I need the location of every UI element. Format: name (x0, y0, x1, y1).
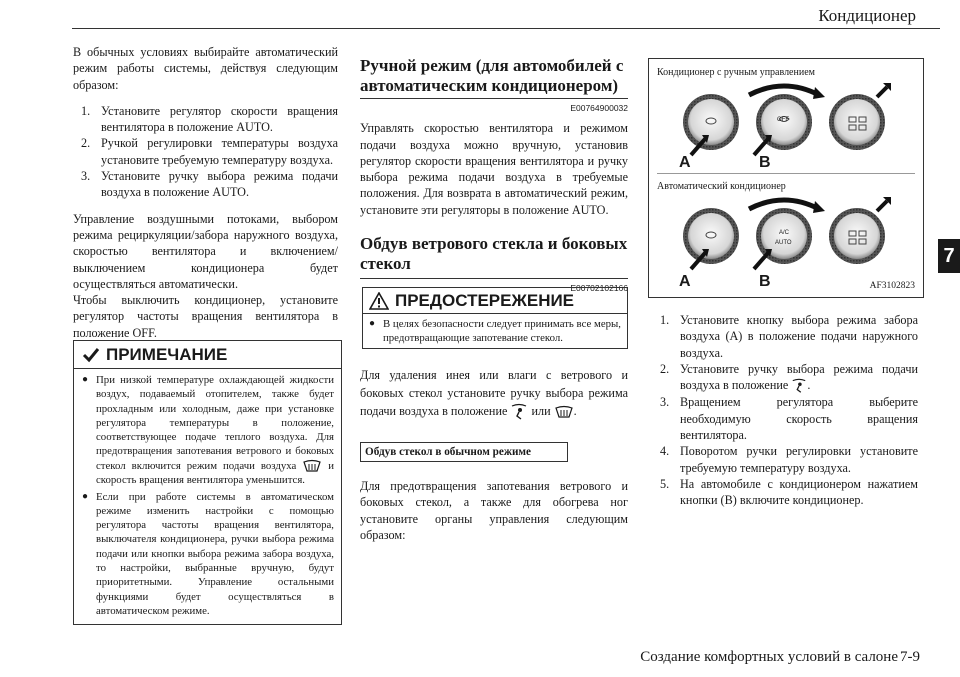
figure-code: AF3102823 (869, 281, 915, 291)
footer-section-title: Создание комфортных условий в салоне (640, 649, 898, 665)
list-item: 3. Вращением регулятора выберите необходимую скорость вращения вентилятора. (660, 395, 918, 442)
warning-header (363, 288, 627, 314)
note-title: ПРИМЕЧАНИЕ (106, 345, 228, 364)
warning-triangle-icon (369, 292, 389, 310)
list-item: 5. На автомобиле с кондиционером нажатием кнопки (B) включите кондиционер. (660, 476, 918, 508)
list-item: 2. Установите ручку выбора режима подачи воздуха в положение . (660, 361, 918, 395)
windshield-foot-icon (510, 403, 528, 421)
column-2 (360, 56, 628, 218)
page-number: 7-9 (900, 649, 920, 665)
note-bullet: ● Если при работе системы в автоматическом режиме изменить настройки с помощью регулятора частоты вращения вентилятора, выключателя кондиционера, ручки выбора режима подачи или кнопки выбора режима забора воздуха, то настройки, выбранные вручную, будут приоритетными. Управление остальными функциями будет осуществляться в автоматическом режиме. (82, 490, 334, 619)
knob-auto-label: AUTO (775, 240, 792, 246)
climate-control-figure (648, 58, 924, 298)
label-b: B (759, 154, 771, 171)
warning-box (362, 287, 628, 349)
auto-knob-temp (683, 208, 739, 264)
manual-mode-text: Управлять скоростью вентилятора и режимом подачи воздуха можно вручную, установив регулятор скорости вращения вентилятора и ручку выбора режима подачи воздуха в требуемые положения. Для возврата в автоматический режим, установите эти регуляторы в положение AUTO. (360, 121, 628, 217)
label-b: B (759, 273, 771, 290)
section-code: E00702102166 (360, 278, 628, 296)
defog-paragraph: Для удаления инея или влаги с ветрового и боковых стекол установите ручку выбора режима подачи воздуха в положение или . (360, 366, 628, 421)
defog-steps-list (660, 312, 918, 508)
column-3 (660, 312, 918, 508)
auto-steps-list (81, 103, 338, 201)
page-header-title: Кондиционер (818, 6, 916, 25)
column-1 (73, 44, 338, 341)
windshield-defrost-icon (302, 459, 322, 473)
warning-body (363, 314, 627, 351)
figure-label-manual: Кондиционер с ручным управлением (657, 67, 815, 78)
list-item: 1. Установите кнопку выбора режима забора воздуха (A) в положение подачи наружного воздуха. (660, 313, 918, 360)
section-code: E00764900032 (360, 98, 628, 116)
label-a: A (679, 273, 691, 290)
knob-off-label: OFF (777, 117, 789, 123)
normal-mode-subheading: Обдув стекол в обычном режиме (360, 442, 568, 462)
list-item: 3. Установите ручку выбора режима подачи воздуха в положение AUTO. (81, 169, 338, 200)
note-bullet: ● При низкой температуре охлаждающей жидкости воздух, подаваемый отопителем, также будет прохладным или холодным, даже при установке регулятора температуры в положение, соответствующее подаче теплого воздуха. Для предотвращения запотевания ветрового и боковых стекол включится режим подачи воздуха и скорость вращения вентилятора уменьшится. (82, 373, 334, 488)
defog-heading: Обдув ветрового стекла и боковых стекол (360, 234, 628, 273)
header-rule (72, 28, 940, 29)
note-box (73, 340, 342, 625)
note-header (74, 341, 341, 369)
list-item: 1. Установите регулятор скорости вращения вентилятора в положение AUTO. (81, 103, 338, 135)
list-item: 4. Поворотом ручки регулировки установите требуемую температуру воздуха. (660, 444, 918, 475)
note-body (74, 369, 341, 626)
windshield-defrost-icon (554, 405, 574, 419)
knob-ac-label: A/C (779, 230, 790, 236)
figure-label-auto: Автоматический кондиционер (657, 181, 786, 192)
checkmark-icon (82, 346, 100, 364)
off-paragraph: Чтобы выключить кондиционер, установите регулятор частоты вращения вентилятора в положение OFF. (73, 293, 338, 340)
chapter-tab: 7 (938, 239, 960, 273)
list-item: 2. Ручкой регулировки температуры воздуха установите требуемую температуру воздуха. (81, 136, 338, 167)
warning-title: ПРЕДОСТЕРЕЖЕНИЕ (395, 291, 575, 310)
auto-control-paragraph: Управление воздушными потоками, выбором режима рециркуляции/забора наружного воздуха, скоростью вентилятора и включением/выключением кондиционера будет осуществляться автоматически. (73, 211, 338, 291)
label-a: A (679, 154, 691, 171)
normal-mode-text: Для предотвращения запотевания ветрового и боковых стекол, а также для обогрева ног установите органы управления следующим образом: (360, 479, 628, 542)
windshield-foot-icon (791, 378, 807, 394)
manual-knob-mode (829, 94, 885, 150)
auto-knob-mode (829, 208, 885, 264)
manual-knob-temp (683, 94, 739, 150)
manual-mode-heading: Ручной режим (для автомобилей с автоматическим кондиционером) (360, 56, 624, 95)
warning-bullet: ● В целях безопасности следует принимать все меры, предотвращающие запотевание стекол. (369, 317, 621, 346)
intro-paragraph: В обычных условиях выбирайте автоматический режим работы системы, действуя следующим образом: (73, 45, 338, 92)
control-panel-illustration (649, 59, 923, 297)
